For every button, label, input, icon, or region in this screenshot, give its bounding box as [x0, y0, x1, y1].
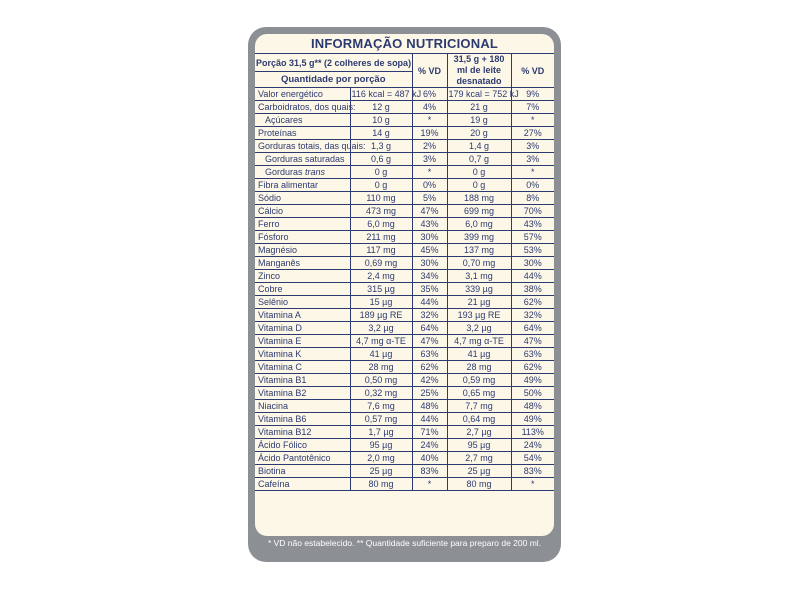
portion-vd: 44% [412, 413, 447, 426]
portion-amount: 1,3 g [350, 140, 412, 153]
table-row [255, 322, 554, 335]
portion-vd: 6% [412, 88, 447, 101]
mix-amount: 193 µg RE [447, 309, 511, 322]
mix-vd: 48% [511, 400, 554, 413]
mix-amount: 188 mg [447, 192, 511, 205]
table-row [255, 335, 554, 348]
nutrient-name: Selênio [255, 296, 350, 309]
mix-amount: 4,7 mg α-TE [447, 335, 511, 348]
portion-amount: 0,32 mg [350, 387, 412, 400]
mix-vd: 9% [511, 88, 554, 101]
mix-vd: 64% [511, 322, 554, 335]
table-row [255, 218, 554, 231]
table-row [255, 478, 554, 491]
table-row [255, 296, 554, 309]
mix-vd: 43% [511, 218, 554, 231]
portion-vd: 42% [412, 374, 447, 387]
portion-amount: 3,2 µg [350, 322, 412, 335]
table-row [255, 465, 554, 478]
nutrient-name: Manganês [255, 257, 350, 270]
nutrition-panel [255, 34, 554, 536]
mix-amount: 80 mg [447, 478, 511, 491]
portion-header: Porção 31,5 g** (2 colheres de sopa) [255, 54, 412, 72]
mix-amount: 6,0 mg [447, 218, 511, 231]
portion-vd: 43% [412, 218, 447, 231]
portion-amount: 41 µg [350, 348, 412, 361]
table-row [255, 400, 554, 413]
table-row [255, 348, 554, 361]
portion-amount: 211 mg [350, 231, 412, 244]
portion-vd: 64% [412, 322, 447, 335]
mix-vd: 47% [511, 335, 554, 348]
mix-vd: 62% [511, 296, 554, 309]
mix-amount: 21 g [447, 101, 511, 114]
nutrient-name: Zinco [255, 270, 350, 283]
nutrition-table [255, 54, 554, 491]
table-row [255, 439, 554, 452]
mix-amount: 21 µg [447, 296, 511, 309]
nutrient-name: Valor energético [255, 88, 350, 101]
mix-amount: 41 µg [447, 348, 511, 361]
table-row [255, 101, 554, 114]
nutrient-name: Carboidratos, dos quais: [255, 101, 350, 114]
mix-vd: 24% [511, 439, 554, 452]
portion-amount: 4,7 mg α-TE [350, 335, 412, 348]
mix-amount: 1,4 g [447, 140, 511, 153]
nutrient-name: Cobre [255, 283, 350, 296]
mix-amount: 339 µg [447, 283, 511, 296]
portion-vd: 2% [412, 140, 447, 153]
portion-vd: 48% [412, 400, 447, 413]
portion-amount: 116 kcal = 487 kJ [351, 89, 422, 99]
mix-vd: 7% [511, 101, 554, 114]
quantity-header: Quantidade por porção [255, 72, 412, 88]
portion-vd: 47% [412, 205, 447, 218]
mix-amount: 179 kcal = 752 kJ [448, 89, 519, 99]
portion-vd: 32% [412, 309, 447, 322]
table-row [255, 283, 554, 296]
portion-vd: 4% [412, 101, 447, 114]
nutrient-name: Vitamina K [255, 348, 350, 361]
nutrient-name: Vitamina B2 [255, 387, 350, 400]
mix-vd: 44% [511, 270, 554, 283]
nutrient-name: Niacina [255, 400, 350, 413]
nutrient-name: Vitamina A [255, 309, 350, 322]
nutrient-name: Sódio [255, 192, 350, 205]
table-row [255, 452, 554, 465]
portion-vd: * [412, 166, 447, 179]
nutrient-name: Vitamina B1 [255, 374, 350, 387]
nutrient-name: Vitamina B12 [255, 426, 350, 439]
table-row [255, 387, 554, 400]
portion-vd: 5% [412, 192, 447, 205]
table-row [255, 192, 554, 205]
mix-vd: 3% [511, 153, 554, 166]
portion-vd: 25% [412, 387, 447, 400]
table-row [255, 257, 554, 270]
mix-header: 31,5 g + 180 ml de leite desnatado [447, 54, 511, 88]
portion-amount: 95 µg [350, 439, 412, 452]
nutrient-name: Magnésio [255, 244, 350, 257]
portion-amount: 15 µg [350, 296, 412, 309]
table-row [255, 309, 554, 322]
portion-amount: 473 mg [350, 205, 412, 218]
portion-amount: 110 mg [350, 192, 412, 205]
portion-vd: 0% [412, 179, 447, 192]
mix-amount: 95 µg [447, 439, 511, 452]
portion-vd: 45% [412, 244, 447, 257]
mix-vd: 50% [511, 387, 554, 400]
portion-amount: 0 g [350, 179, 412, 192]
mix-vd: 30% [511, 257, 554, 270]
portion-vd: 47% [412, 335, 447, 348]
portion-vd: * [412, 478, 447, 491]
table-row [255, 153, 554, 166]
portion-vd: * [412, 114, 447, 127]
mix-vd: 0% [511, 179, 554, 192]
mix-vd: 53% [511, 244, 554, 257]
mix-amount: 0,59 mg [447, 374, 511, 387]
nutrient-name: Vitamina C [255, 361, 350, 374]
mix-amount: 0,70 mg [447, 257, 511, 270]
table-row [255, 140, 554, 153]
nutrient-name: Fósforo [255, 231, 350, 244]
mix-amount: 7,7 mg [447, 400, 511, 413]
nutrient-name: Vitamina B6 [255, 413, 350, 426]
mix-vd: 49% [511, 374, 554, 387]
portion-vd: 19% [412, 127, 447, 140]
table-row [255, 205, 554, 218]
mix-vd: 32% [511, 309, 554, 322]
table-row [255, 166, 554, 179]
portion-amount: 25 µg [350, 465, 412, 478]
mix-amount: 0,7 g [447, 153, 511, 166]
portion-vd: 24% [412, 439, 447, 452]
table-row [255, 114, 554, 127]
portion-amount: 117 mg [350, 244, 412, 257]
mix-vd: * [511, 114, 554, 127]
table-row [255, 374, 554, 387]
mix-vd: * [511, 166, 554, 179]
nutrient-name: Gorduras saturadas [255, 153, 350, 166]
table-row [255, 127, 554, 140]
mix-amount: 699 mg [447, 205, 511, 218]
portion-amount: 315 µg [350, 283, 412, 296]
nutrient-name: Ferro [255, 218, 350, 231]
nutrient-name: Cafeína [255, 478, 350, 491]
mix-vd: 8% [511, 192, 554, 205]
nutrition-label [248, 27, 561, 562]
table-row [255, 270, 554, 283]
portion-vd: 30% [412, 231, 447, 244]
portion-vd: 71% [412, 426, 447, 439]
mix-amount: 20 g [447, 127, 511, 140]
mix-amount: 137 mg [447, 244, 511, 257]
nutrient-name: Fibra alimentar [255, 179, 350, 192]
mix-vd: 113% [511, 426, 554, 439]
nutrient-name: Vitamina D [255, 322, 350, 335]
mix-vd: 49% [511, 413, 554, 426]
portion-amount: 2,0 mg [350, 452, 412, 465]
table-row [255, 413, 554, 426]
table-row [255, 426, 554, 439]
nutrient-name: Gorduras totais, das quais: [255, 140, 350, 153]
portion-vd: 40% [412, 452, 447, 465]
portion-amount: 0,69 mg [350, 257, 412, 270]
table-row [255, 231, 554, 244]
vd-header-1: % VD [412, 54, 447, 88]
mix-vd: 83% [511, 465, 554, 478]
portion-amount: 1,7 µg [350, 426, 412, 439]
portion-amount: 7,6 mg [350, 400, 412, 413]
mix-amount: 0,64 mg [447, 413, 511, 426]
portion-amount: 0 g [350, 166, 412, 179]
portion-vd: 30% [412, 257, 447, 270]
mix-amount: 25 µg [447, 465, 511, 478]
portion-amount: 80 mg [350, 478, 412, 491]
nutrient-name: Vitamina E [255, 335, 350, 348]
mix-amount: 0 g [447, 166, 511, 179]
mix-vd: 70% [511, 205, 554, 218]
portion-amount: 189 µg RE [350, 309, 412, 322]
mix-vd: 63% [511, 348, 554, 361]
portion-vd: 63% [412, 348, 447, 361]
mix-amount: 0 g [447, 179, 511, 192]
portion-vd: 3% [412, 153, 447, 166]
mix-amount: 2,7 mg [447, 452, 511, 465]
mix-vd: * [511, 478, 554, 491]
nutrient-name: Biotina [255, 465, 350, 478]
nutrient-name: Proteínas [255, 127, 350, 140]
table-row [255, 244, 554, 257]
portion-vd: 62% [412, 361, 447, 374]
portion-vd: 35% [412, 283, 447, 296]
mix-vd: 38% [511, 283, 554, 296]
portion-amount: 12 g [350, 101, 412, 114]
mix-amount: 2,7 µg [447, 426, 511, 439]
portion-vd: 44% [412, 296, 447, 309]
mix-amount: 28 mg [447, 361, 511, 374]
nutrient-name: Gorduras trans [255, 166, 350, 179]
mix-vd: 3% [511, 140, 554, 153]
table-row [255, 361, 554, 374]
portion-amount: 0,57 mg [350, 413, 412, 426]
mix-amount: 19 g [447, 114, 511, 127]
portion-vd: 83% [412, 465, 447, 478]
mix-amount: 3,2 µg [447, 322, 511, 335]
nutrient-name: Cálcio [255, 205, 350, 218]
mix-amount: 399 mg [447, 231, 511, 244]
portion-amount: 10 g [350, 114, 412, 127]
mix-vd: 27% [511, 127, 554, 140]
portion-amount: 6,0 mg [350, 218, 412, 231]
portion-amount: 0,6 g [350, 153, 412, 166]
portion-amount: 28 mg [350, 361, 412, 374]
nutrient-name: Ácido Pantotênico [255, 452, 350, 465]
mix-amount: 3,1 mg [447, 270, 511, 283]
mix-vd: 62% [511, 361, 554, 374]
nutrient-name: Ácido Fólico [255, 439, 350, 452]
nutrient-name: Açúcares [255, 114, 350, 127]
mix-vd: 57% [511, 231, 554, 244]
portion-amount: 0,50 mg [350, 374, 412, 387]
table-row [255, 179, 554, 192]
vd-header-2: % VD [511, 54, 554, 88]
portion-amount: 14 g [350, 127, 412, 140]
mix-amount: 0,65 mg [447, 387, 511, 400]
panel-title: INFORMAÇÃO NUTRICIONAL [255, 34, 554, 54]
footnote: * VD não estabelecido. ** Quantidade suficiente para preparo de 200 ml. [267, 538, 542, 548]
portion-vd: 34% [412, 270, 447, 283]
table-row [255, 88, 554, 101]
portion-amount: 2,4 mg [350, 270, 412, 283]
mix-vd: 54% [511, 452, 554, 465]
header-row [255, 54, 554, 72]
